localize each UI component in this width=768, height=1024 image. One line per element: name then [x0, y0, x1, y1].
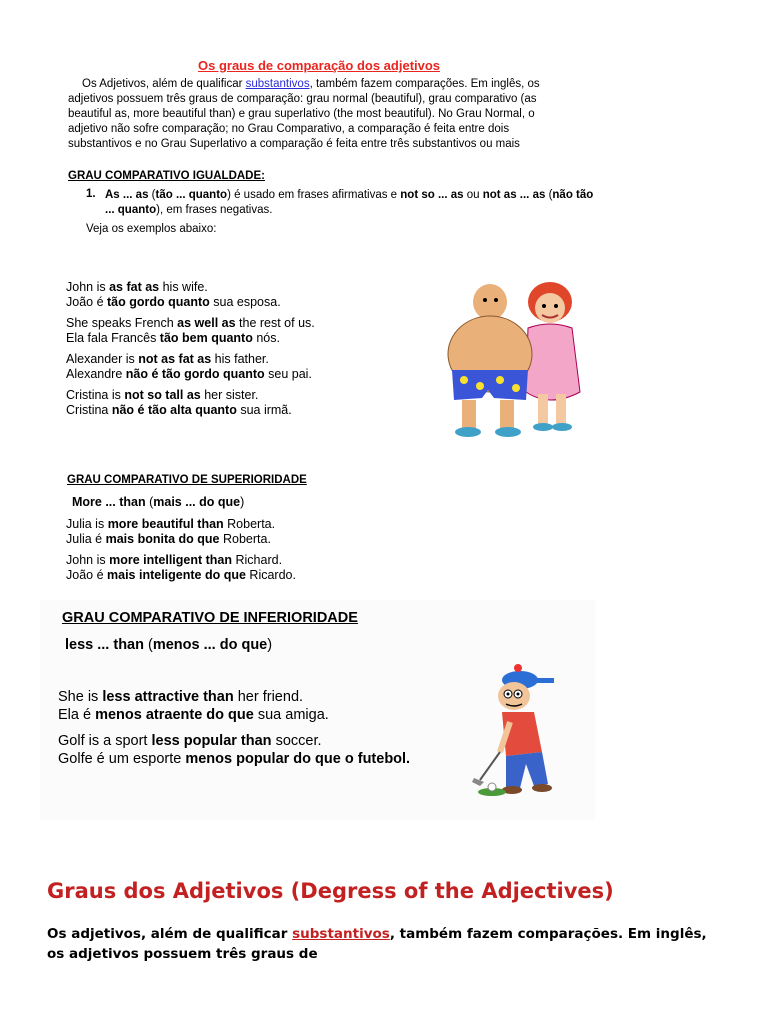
rule-more-than: More ... than [72, 495, 146, 509]
example-pt: Ela fala Francês tão bem quanto nós. [66, 331, 280, 345]
main-paragraph [47, 924, 727, 964]
para-text: Os adjetivos, além de qualificar [47, 926, 293, 942]
page-title: Os graus de comparação dos adjetivos [198, 58, 441, 73]
example-en: Julia is more beautiful than Roberta. [66, 517, 276, 531]
rule-nao-tao-quanto: não tão ... quanto [105, 189, 594, 216]
woman-dress [526, 324, 580, 400]
rule-mais-do-que: mais ... do que [153, 495, 241, 509]
rule-paren2: ( [545, 189, 553, 201]
rule-ou: ou [463, 189, 483, 201]
golf-club [480, 752, 500, 780]
example-en: She speaks French as well as the rest of us. [66, 316, 315, 330]
main-heading: Graus dos Adjetivos (Degress of the Adjectives) [47, 879, 614, 903]
example-en: John is more intelligent than Richard. [66, 553, 283, 567]
rule-not-as-as: not as ... as [482, 189, 546, 201]
example-pt: Cristina não é tão alta quanto sua irmã. [66, 403, 292, 417]
igualdade-heading: GRAU COMPARATIVO IGUALDADE: [68, 170, 265, 182]
example-pt: Ela é menos atraente do que sua amiga. [58, 707, 329, 723]
golfer-illustration [462, 660, 572, 805]
golfer-pants [506, 752, 548, 788]
rule-as-as: As ... as [105, 189, 149, 201]
rule-tao-quanto: tão ... quanto [155, 189, 228, 201]
example-pt: Julia é mais bonita do que Roberta. [66, 532, 271, 546]
intro-text: Os Adjetivos, além de qualificar [82, 78, 246, 90]
rule-paren: ( [148, 189, 156, 201]
inferioridade-rule: less ... than (menos ... do que) [65, 637, 273, 653]
golf-ball [488, 783, 496, 791]
inferioridade-heading: GRAU COMPARATIVO DE INFERIORIDADE [62, 610, 358, 626]
rule-text: ) é usado em frases afirmativas e [227, 189, 401, 201]
example-en: Alexander is not as fat as his father. [66, 352, 269, 366]
igualdade-rule-number: 1. [86, 188, 96, 200]
inferioridade-examples [58, 688, 410, 768]
example-pt: João é tão gordo quanto sua esposa. [66, 295, 281, 309]
example-en: Cristina is not so tall as her sister. [66, 388, 259, 402]
superioridade-heading: GRAU COMPARATIVO DE SUPERIORIDADE [67, 474, 307, 486]
intro-paragraph [68, 77, 568, 152]
intro-text-rest: , também fazem comparações. Em inglês, os adjetivos possuem três graus de comparação: grau normal (beautiful), grau comparativo (as beautiful as, more beautiful than) e grau superlativo (the most beautiful). No Grau Normal, o adjetivo não sofre comparação; no Grau Comparativo, a comparação é feita entre dois substantivos e no Grau Superlativo a comparação é feita entre três substantivos ou mais [68, 78, 540, 150]
rule-text-end: ), em frases negativas. [156, 204, 273, 216]
superioridade-examples [66, 517, 296, 583]
para-text-rest: , também fazem comparações. Em inglês, os adjetivos possuem três graus de [47, 926, 707, 962]
igualdade-rule [105, 188, 595, 218]
example-en: John is as fat as his wife. [66, 280, 208, 294]
man-head [473, 284, 507, 320]
example-pt: João é mais inteligente do que Ricardo. [66, 568, 296, 582]
superioridade-rule: More ... than (mais ... do que) [72, 495, 245, 509]
igualdade-examples [66, 280, 315, 418]
igualdade-see-examples: Veja os exemplos abaixo: [86, 223, 217, 235]
substantivos-link-2[interactable]: substantivos [292, 926, 390, 942]
example-pt: Alexandre não é tão gordo quanto seu pai. [66, 367, 312, 381]
couple-illustration [438, 262, 598, 442]
substantivos-link[interactable]: substantivos [245, 78, 310, 90]
example-en: Golf is a sport less popular than soccer. [58, 733, 322, 749]
rule-not-so-as: not so ... as [400, 189, 464, 201]
rule-less-than: less ... than [65, 637, 144, 653]
example-pt: Golfe é um esporte menos popular do que o futebol. [58, 751, 411, 767]
rule-menos-do-que: menos ... do que [152, 637, 268, 653]
example-en: She is less attractive than her friend. [58, 689, 304, 705]
